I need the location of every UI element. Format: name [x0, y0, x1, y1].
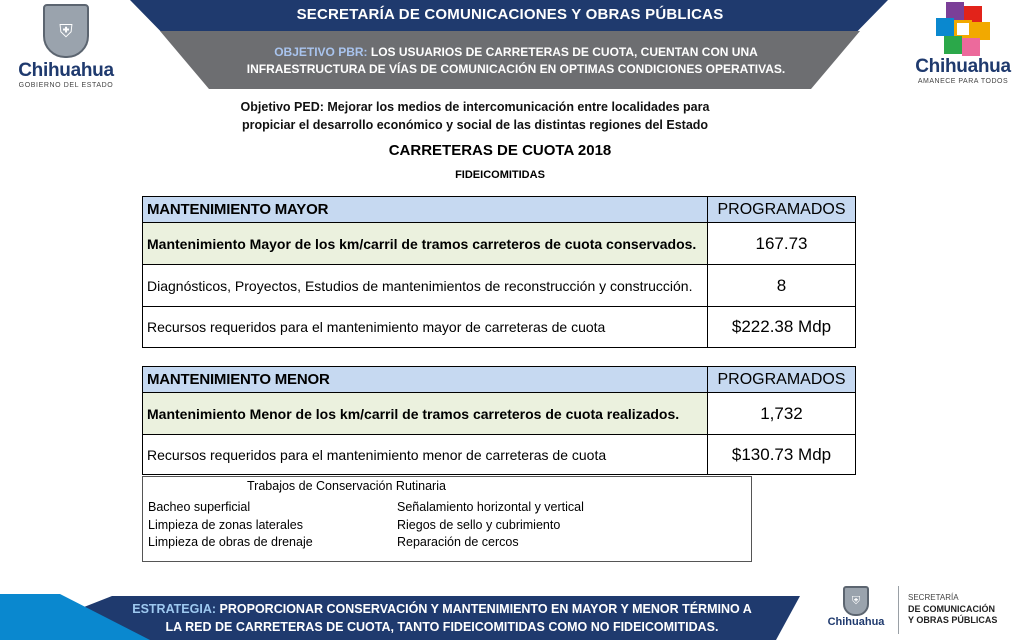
menor-row2-value: $130.73 Mdp [708, 435, 856, 475]
mayor-col-header: PROGRAMADOS [708, 197, 856, 223]
footer-strategy [132, 600, 752, 636]
footer-divider [898, 586, 899, 634]
menor-row1-value: 1,732 [708, 393, 856, 435]
footer-secretaria [908, 592, 1020, 627]
works-right-list [397, 499, 584, 552]
menor-header: MANTENIMIENTO MENOR [143, 367, 708, 393]
chihuahua-logo-left [14, 4, 118, 92]
table-row [143, 223, 856, 265]
works-title: Trabajos de Conservación Rutinaria [247, 479, 446, 493]
strategy-label: ESTRATEGIA: [132, 602, 217, 616]
footer-sec2: DE COMUNICACIÓN [908, 603, 995, 614]
ped-line1: Objetivo PED: Mejorar los medios de intercomunicación entre localidades para [240, 100, 710, 114]
list-item: Bacheo superficial [148, 500, 251, 514]
coat-of-arms-icon: ⛨ [43, 4, 89, 58]
ped-objective [220, 98, 730, 134]
menor-row2-desc: Recursos requeridos para el mantenimiento menor de carreteras de cuota [143, 435, 708, 475]
menor-col-header: PROGRAMADOS [708, 367, 856, 393]
page-subtitle: FIDEICOMITIDAS [455, 169, 545, 181]
coat-of-arms-icon: ⛨ [843, 586, 869, 616]
table-row [143, 393, 856, 435]
mosaic-map-icon [936, 2, 990, 56]
logo-right-sub: AMANECE PARA TODOS [917, 78, 1009, 85]
strategy-line1: PROPORCIONAR CONSERVACIÓN Y MANTENIMIENTO EN MAYOR Y MENOR TÉRMINO A [219, 602, 752, 616]
logo-left-name: Chihuahua [18, 60, 114, 81]
pbr-line2: INFRAESTRUCTURA DE VÍAS DE COMUNICACIÓN EN OPTIMAS CONDICIONES OPERATIVAS. [246, 62, 786, 76]
strategy-line2: LA RED DE CARRETERAS DE CUOTA, TANTO FIDEICOMITIDAS COMO NO FIDEICOMITIDAS. [165, 620, 719, 634]
chihuahua-logo-right [908, 2, 1018, 92]
pbr-label: OBJETIVO PBR: [274, 45, 368, 59]
table-row [143, 307, 856, 348]
mayor-table [142, 196, 856, 348]
footer-sec3: Y OBRAS PÚBLICAS [908, 615, 998, 625]
list-item: Señalamiento horizontal y vertical [397, 500, 584, 514]
menor-table [142, 366, 856, 475]
menor-header-row [143, 367, 856, 393]
footer-logo-name: Chihuahua [827, 616, 885, 628]
page-title: CARRETERAS DE CUOTA 2018 [388, 142, 612, 159]
mayor-header: MANTENIMIENTO MAYOR [143, 197, 708, 223]
mayor-row3-value: $222.38 Mdp [708, 307, 856, 348]
works-left-list [148, 499, 313, 552]
table-row [143, 265, 856, 307]
footer-logo [824, 586, 888, 636]
list-item: Riegos de sello y cubrimiento [397, 517, 561, 532]
mayor-row1-desc: Mantenimiento Mayor de los km/carril de tramos carreteros de cuota conservados. [143, 223, 708, 265]
list-item: Reparación de cercos [397, 535, 519, 549]
list-item: Limpieza de obras de drenaje [148, 535, 313, 549]
mayor-row2-desc: Diagnósticos, Proyectos, Estudios de mantenimientos de reconstrucción y construcción. [143, 265, 708, 307]
ped-line2: propiciar el desarrollo económico y social de las distintas regiones del Estado [241, 118, 709, 132]
header-title: SECRETARÍA DE COMUNICACIONES Y OBRAS PÚBLICAS [296, 6, 724, 23]
routine-works-box [142, 476, 752, 562]
mayor-header-row [143, 197, 856, 223]
list-item: Limpieza de zonas laterales [148, 517, 303, 532]
logo-right-name: Chihuahua [915, 56, 1011, 77]
table-row [143, 435, 856, 475]
pbr-line1: LOS USUARIOS DE CARRETERAS DE CUOTA, CUENTAN CON UNA [370, 45, 758, 59]
mayor-row3-desc: Recursos requeridos para el mantenimiento mayor de carreteras de cuota [143, 307, 708, 348]
mayor-row2-value: 8 [708, 265, 856, 307]
pbr-objective [196, 44, 836, 78]
logo-left-sub: GOBIERNO DEL ESTADO [18, 82, 114, 89]
menor-row1-desc: Mantenimiento Menor de los km/carril de tramos carreteros de cuota realizados. [143, 393, 708, 435]
footer-sec1: SECRETARÍA [908, 593, 959, 602]
mayor-row1-value: 167.73 [708, 223, 856, 265]
